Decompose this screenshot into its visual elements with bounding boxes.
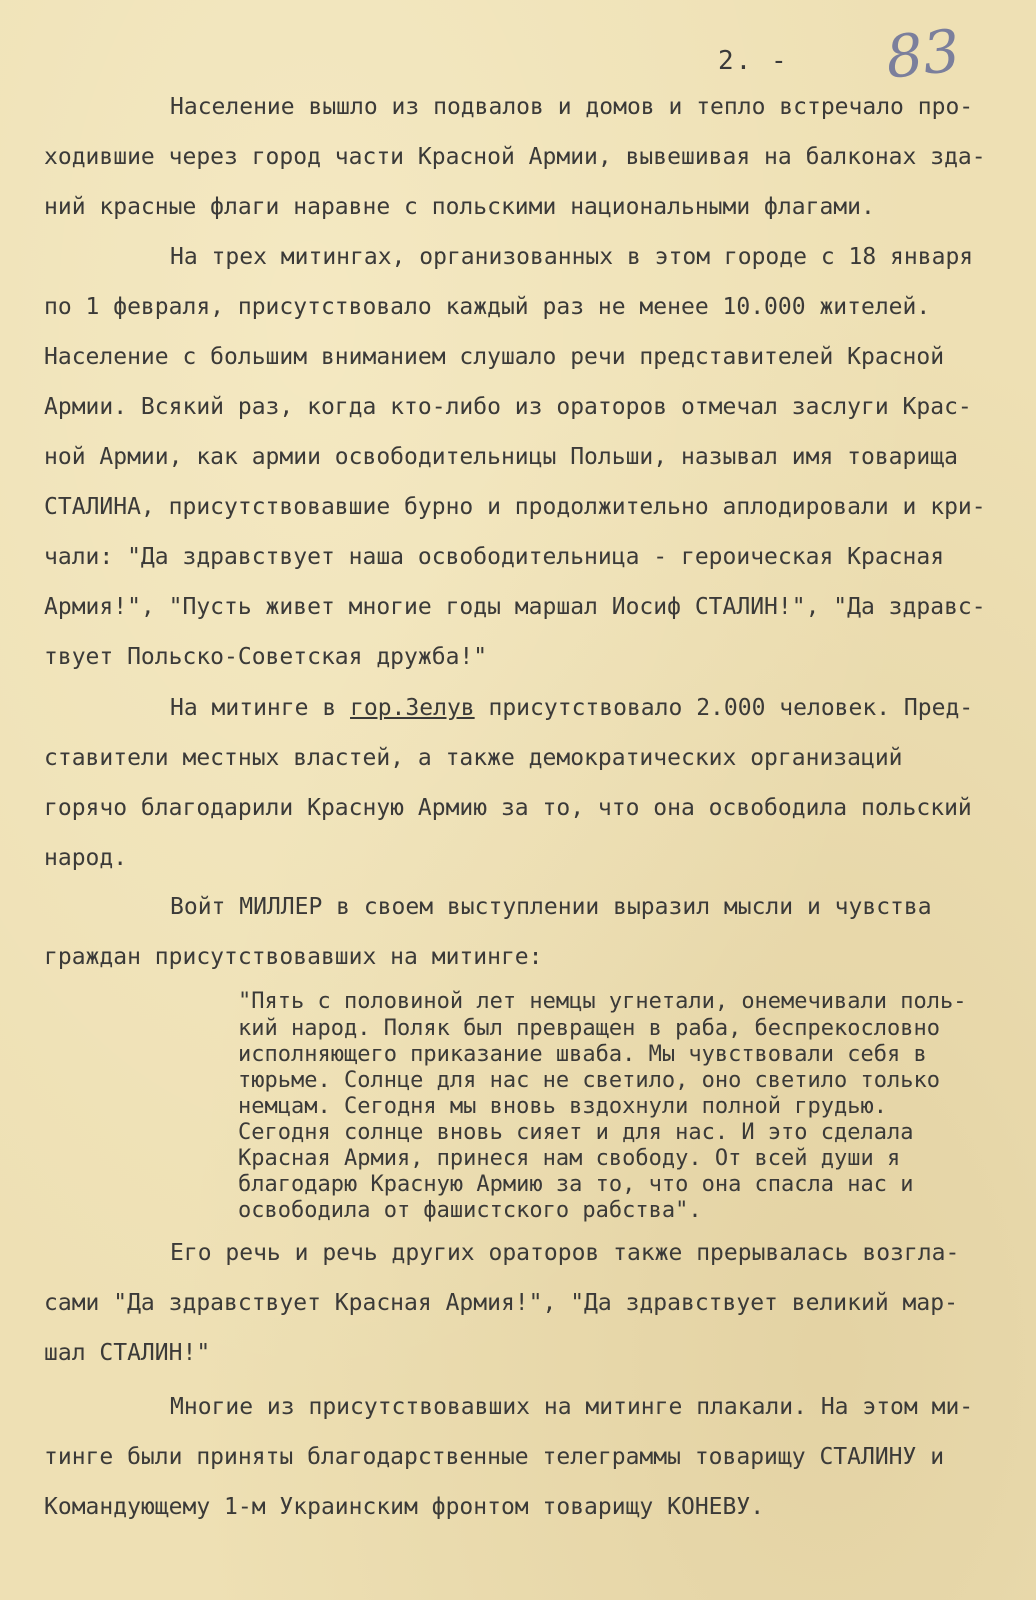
text-line: Многие из присутствовавших на митинге плакали. На этом ми- — [170, 1394, 974, 1420]
text-line: сами "Да здравствует Красная Армия!", "Да здравствует великий мар- — [44, 1290, 958, 1316]
text-line: Армия!", "Пусть живет многие годы маршал Иосиф СТАЛИН!", "Да здравс- — [44, 594, 986, 620]
text-line: граждан присутствовавших на митинге: — [44, 944, 543, 970]
text-line — [170, 693, 973, 723]
text-line: ходившие через город части Красной Армии, вывешивая на балконах зда- — [44, 144, 986, 170]
text-line: чали: "Да здравствует наша освободительница - героическая Красная — [44, 544, 945, 570]
quote-line: кий народ. Поляк был превращен в раба, беспрекословно — [238, 1016, 940, 1041]
text-line: по 1 февраля, присутствовало каждый раз не менее 10.000 жителей. — [44, 294, 931, 320]
text-line: шал СТАЛИН!" — [44, 1340, 211, 1366]
text-line: Армии. Всякий раз, когда кто-либо из ораторов отмечал заслуги Крас- — [44, 394, 972, 420]
quote-line: Красная Армия, принеся нам свободу. От всей души я — [238, 1146, 901, 1171]
quote-line: освободила от фашистского рабства". — [238, 1198, 702, 1223]
quote-line: "Пять с половиной лет немцы угнетали, онемечивали поль- — [238, 989, 967, 1014]
text-line: ной Армии, как армии освободительницы Польши, называл имя товарища — [44, 444, 958, 470]
quote-line: немцам. Сегодня мы вновь вздохнули полной грудью. — [238, 1094, 888, 1119]
quote-line: тюрьме. Солнце для нас не светило, оно светило только — [238, 1068, 940, 1093]
text-line: ний красные флаги наравне с польскими национальными флагами. — [44, 194, 875, 220]
text-line: Командующему 1-м Украинским фронтом товарищу КОНЕВУ. — [44, 1494, 765, 1520]
page-number: 2. - — [718, 46, 789, 76]
text-fragment: На митинге в — [170, 695, 351, 721]
text-fragment: присутствовало 2.000 человек. Пред- — [474, 695, 974, 721]
text-line: На трех митингах, организованных в этом городе с 18 января — [170, 244, 974, 270]
quote-line: Сегодня солнце вновь сияет и для нас. И это сделала — [238, 1120, 914, 1145]
text-line: народ. — [44, 845, 128, 871]
archive-number-handwritten: 83 — [882, 16, 964, 92]
quote-line: исполняющего приказание шваба. Мы чувствовали себя в — [238, 1042, 927, 1067]
quote-line: благодарю Красную Армию за то, что она спасла нас и — [238, 1172, 914, 1197]
text-line: Население вышло из подвалов и домов и тепло встречало про- — [170, 94, 974, 120]
text-line: Войт МИЛЛЕР в своем выступлении выразил мысли и чувства — [170, 894, 932, 920]
text-line: твует Польско-Советская дружба!" — [44, 644, 488, 670]
place-name-underlined: гор.Зелув — [350, 695, 475, 721]
text-line: Его речь и речь других ораторов также прерывалась возгла- — [170, 1240, 960, 1266]
text-line: Население с большим вниманием слушало речи представителей Красной — [44, 344, 945, 370]
text-line: горячо благодарили Красную Армию за то, что она освободила польский — [44, 795, 972, 821]
text-line: ставители местных властей, а также демократических организаций — [44, 745, 903, 771]
text-line: СТАЛИНА, присутствовавшие бурно и продолжительно аплодировали и кри- — [44, 494, 986, 520]
text-line: тинге были приняты благодарственные телеграммы товарищу СТАЛИНУ и — [44, 1444, 945, 1470]
